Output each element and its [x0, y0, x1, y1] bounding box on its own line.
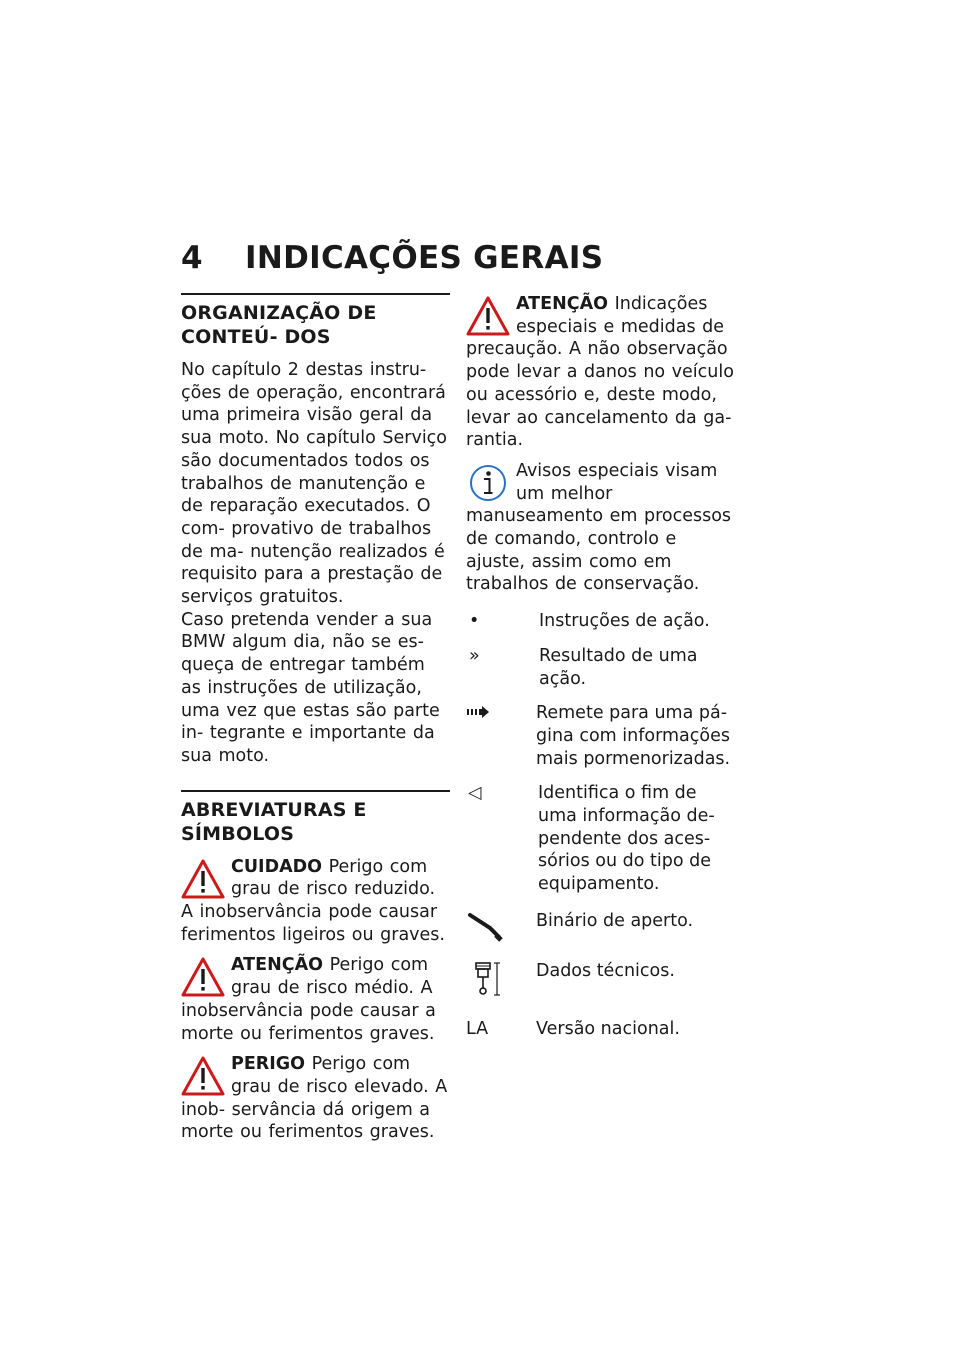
- left-column: [181, 293, 450, 1152]
- result-arrow-icon: »: [469, 645, 480, 666]
- notice-warning: [181, 954, 450, 1045]
- technical-data-icon: [466, 960, 506, 998]
- symbol-description: Dados técnicos.: [536, 960, 675, 981]
- section-heading-abbreviations: ABREVIATURAS E SÍMBOLOS: [181, 798, 367, 845]
- notice-text: Perigo com grau de risco elevado. A inob- servância dá origem a morte ou ferimentos graves.: [181, 1054, 448, 1143]
- notice-text: Indicações especiais e medidas de precaução. A não observação pode levar a danos no veículo ou acessório e, deste modo, levar ao cancelamento da ga- rantia.: [466, 294, 734, 451]
- warning-triangle-icon: [181, 858, 225, 900]
- list-item: [466, 910, 738, 942]
- section-heading-organization: ORGANIZAÇÃO DE CONTEÚ- DOS: [181, 302, 377, 348]
- notice-text: Perigo com grau de risco reduzido. A inobservância pode causar ferimentos ligeiros ou graves.: [181, 856, 445, 945]
- symbol-description: Binário de aperto.: [536, 910, 694, 931]
- symbol-description: Remete para uma pá- gina com informações mais pormenorizadas.: [536, 703, 731, 769]
- page-reference-arrow-icon: [466, 702, 492, 722]
- end-marker-icon: ◁: [468, 783, 482, 804]
- symbol-description: Identifica o fim de uma informação de- pendente dos aces- sórios ou do tipo de equipamento.: [538, 783, 715, 895]
- notice-keyword: ATENÇÃO: [231, 955, 323, 976]
- right-column: [466, 293, 738, 1041]
- list-item: [466, 702, 738, 770]
- country-version-label: LA: [466, 1018, 489, 1039]
- notice-caution: [181, 856, 450, 947]
- symbol-description: Resultado de uma ação.: [539, 645, 698, 689]
- list-item: [466, 645, 738, 690]
- info-icon: [466, 462, 510, 504]
- bullet-icon: •: [469, 611, 480, 632]
- notice-info: [466, 460, 738, 596]
- caution-triangle-icon: [466, 295, 510, 337]
- notice-text: Perigo com grau de risco médio. A inobservância pode causar a morte ou ferimentos graves.: [181, 955, 436, 1044]
- paragraph: Caso pretenda vender a sua BMW algum dia, não se es- queça de entregar também as instruções de utilização, uma vez que estas são parte in- tegrante e importante da sua moto.: [181, 609, 440, 766]
- notice-attention: [466, 293, 738, 452]
- torque-wrench-icon: [466, 910, 506, 942]
- notice-danger: [181, 1053, 450, 1144]
- warning-triangle-icon: [181, 956, 225, 998]
- section-divider: [181, 293, 450, 295]
- notice-keyword: ATENÇÃO: [516, 294, 608, 314]
- symbol-description: Versão nacional.: [536, 1018, 680, 1039]
- warning-triangle-icon: [181, 1055, 225, 1097]
- notice-text: Avisos especiais visam um melhor manuseamento em processos de comando, controlo e ajuste, assim como em trabalhos de conservação.: [466, 460, 732, 595]
- symbol-description: Instruções de ação.: [539, 611, 710, 632]
- list-item: [466, 782, 738, 896]
- list-item: [466, 960, 738, 998]
- paragraph: No capítulo 2 destas instru- ções de operação, encontrará uma primeira visão geral da sua moto. No capítulo Serviço são documentados todos os trabalhos de manutenção e de reparação executados. O com- provativo de trabalhos de ma- nutenção realizados é requisito para a prestação de serviços gratuitos.: [181, 360, 448, 608]
- section-divider: [181, 790, 450, 792]
- list-item: [466, 1018, 738, 1041]
- chapter-number: 4: [181, 240, 203, 276]
- symbol-list: [466, 610, 738, 1040]
- page-title: [181, 240, 603, 276]
- list-item: [466, 610, 738, 633]
- notice-keyword: PERIGO: [231, 1054, 306, 1075]
- notice-keyword: CUIDADO: [231, 856, 323, 877]
- chapter-title: INDICAÇÕES GERAIS: [245, 240, 604, 276]
